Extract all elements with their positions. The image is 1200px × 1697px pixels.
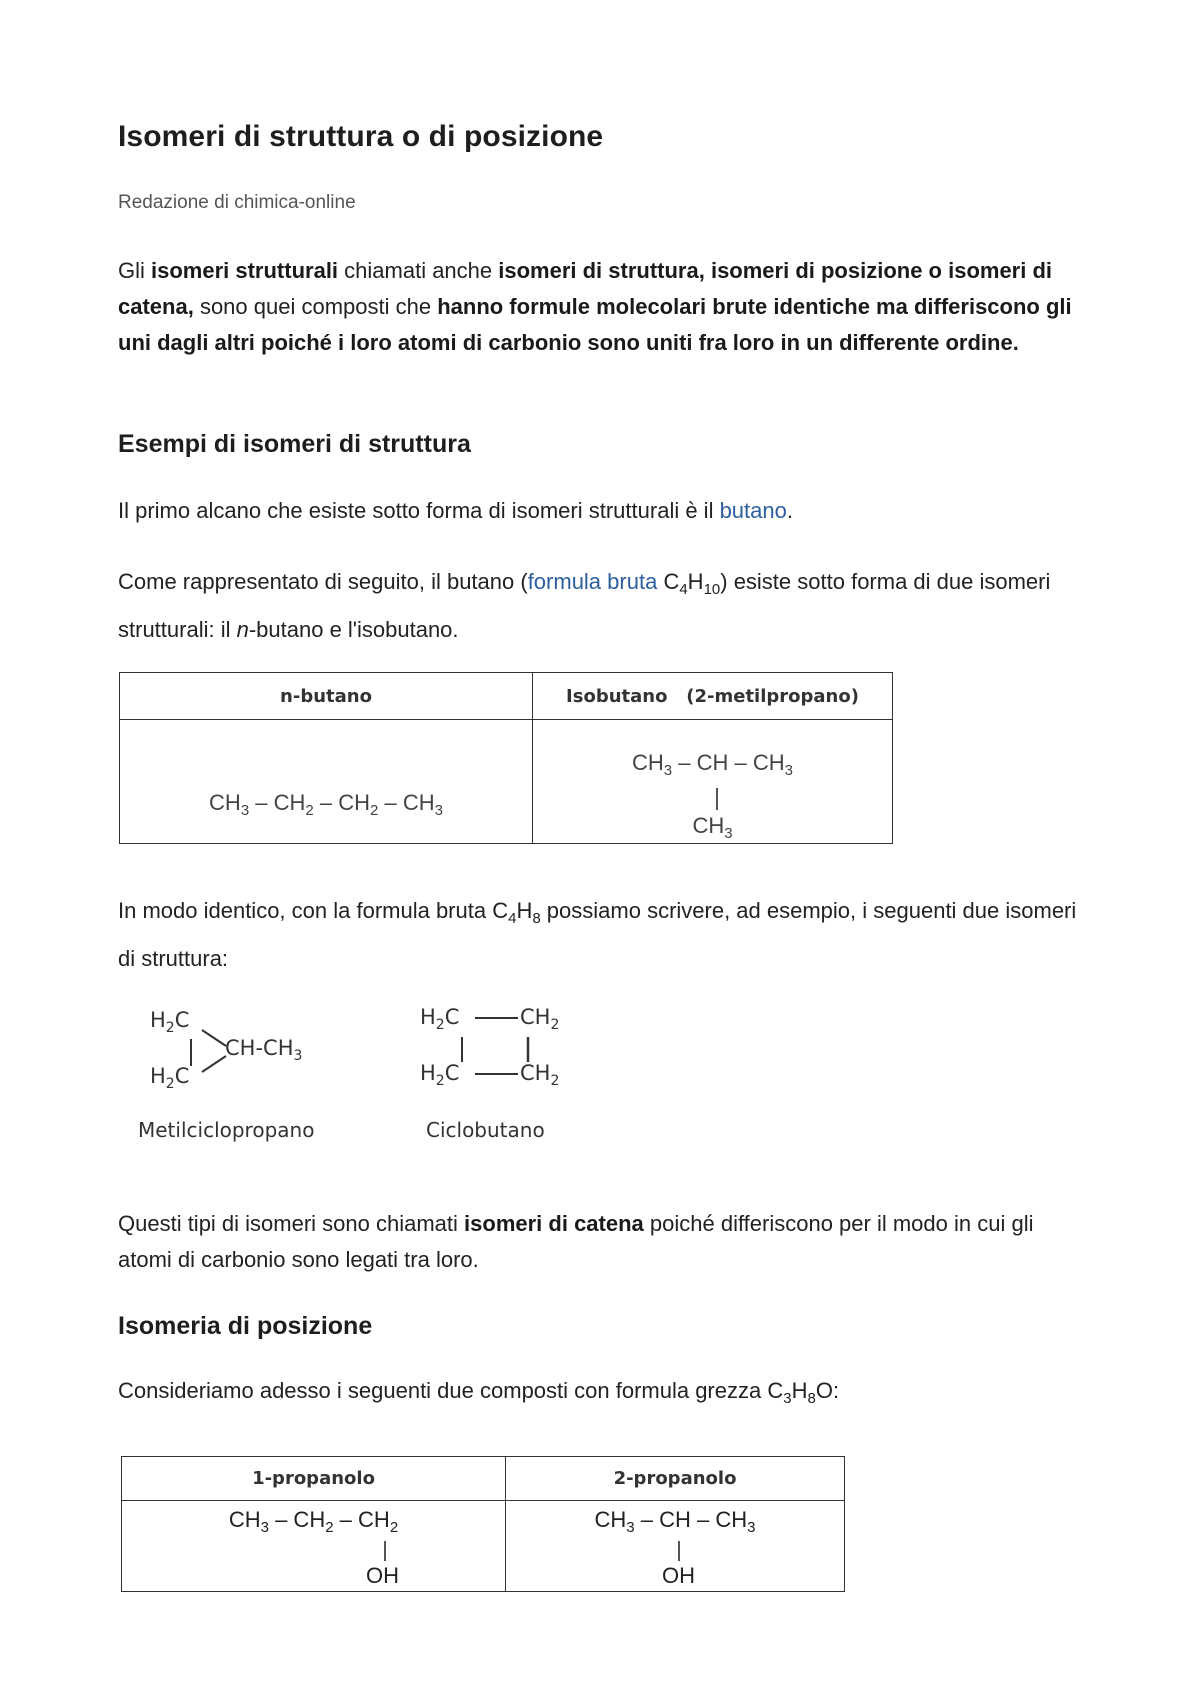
table2-cell-2-propanolo	[506, 1501, 845, 1592]
intro-bold-2: isomeri di struttura, isomeri di posizione o isomeri di catena,	[118, 258, 1053, 319]
2-propanolo-oh: OH	[662, 1563, 695, 1588]
n-butano-formula: $CH_3 - CH_2 - CH_2 - CH_3$	[209, 790, 443, 819]
1-propanolo-formula: $CH_3 - CH_2 - CH_2$	[228, 1507, 399, 1536]
isobutano-formula-top: $CH_3$ – CH – $CH_3$	[632, 750, 793, 779]
ciclobutano-caption: Ciclobutano	[426, 1118, 545, 1142]
table2-header-2-propanolo: 2-propanolo	[506, 1457, 845, 1501]
intro-paragraph: Gli isomeri strutturali chiamati anche isomeri di struttura, isomeri di posizione o isomeri di catena, sono quei composti che hanno formule molecolari brute identiche ma differiscono gli uni dagli altri poiché i loro atomi di carbonio sono uniti fra loro in un differente ordine.	[118, 258, 1072, 355]
isobutano-formula-bottom: $CH_3$	[692, 813, 733, 842]
table2-cell-1-propanolo	[122, 1501, 506, 1592]
metilciclopropano-structure: $H_2C$ $H_2C$ $CH-CH_3$	[150, 1008, 350, 1108]
butano-isomers-table	[119, 672, 893, 844]
2-propanolo-bond	[678, 1541, 680, 1561]
page-title: Isomeri di struttura o di posizione	[118, 120, 604, 153]
2-propanolo-formula: $CH_3$ – CH – $CH_3$	[594, 1507, 756, 1536]
table1-cell-n-butano	[120, 720, 533, 844]
cyclopropane-bonds	[150, 1008, 350, 1108]
butano-link[interactable]: butano	[719, 498, 787, 523]
author-byline: Redazione di chimica-online	[118, 192, 356, 213]
section-heading-esempi: Esempi di isomeri di struttura	[118, 430, 471, 458]
table1-cell-isobutano	[533, 720, 893, 844]
paragraph-formula-butano: Come rappresentato di seguito, il butano (formula bruta $C_4H_{10}$) esiste sotto forma di due isomeri strutturali: il n-butano e l'isobutano.	[118, 569, 1051, 642]
propanolo-isomers-table	[121, 1456, 845, 1592]
cyclobutane-bonds	[420, 1005, 580, 1105]
isomeri-catena-bold: isomeri di catena	[464, 1211, 644, 1236]
intro-bold-3: hanno formule molecolari brute identiche ma differiscono gli uni dagli altri poiché i loro atomi di carbonio sono uniti fra loro in un differente ordine.	[118, 294, 1072, 355]
table1-header-isobutano: Isobutano (2-metilpropano)	[533, 673, 893, 720]
paragraph-butano: Il primo alcano che esiste sotto forma di isomeri strutturali è il butano.	[118, 498, 793, 523]
ciclobutano-structure: $H_2C$ $CH_2$ $H_2C$ $CH_2$	[420, 1005, 580, 1105]
paragraph-isomeri-catena: Questi tipi di isomeri sono chiamati isomeri di catena poiché differiscono per il modo in cui gli atomi di carbonio sono legati tra loro.	[118, 1211, 1034, 1272]
formula-c4h8: $C_4H_8$	[492, 898, 541, 927]
formula-c4h10: $C_4H_{10}$	[663, 569, 721, 598]
formula-bruta-link[interactable]: formula bruta	[527, 569, 658, 594]
1-propanolo-oh: OH	[366, 1563, 399, 1588]
isobutano-bond	[716, 788, 718, 810]
section-heading-posizione: Isomeria di posizione	[118, 1312, 373, 1340]
paragraph-c4h8: In modo identico, con la formula bruta $C_4H_8$ possiamo scrivere, ad esempio, i seguenti due isomeri di struttura:	[118, 898, 1077, 971]
intro-bold-1: isomeri strutturali	[151, 258, 339, 283]
table1-header-n-butano: n-butano	[120, 673, 533, 720]
table2-header-1-propanolo: 1-propanolo	[122, 1457, 506, 1501]
metilciclopropano-caption: Metilciclopropano	[138, 1118, 315, 1142]
1-propanolo-bond	[384, 1541, 386, 1561]
paragraph-c3h8o: Consideriamo adesso i seguenti due composti con formula grezza $C_3H_8O$:	[118, 1378, 840, 1407]
formula-c3h8o: $C_3H_8O$	[767, 1378, 833, 1407]
